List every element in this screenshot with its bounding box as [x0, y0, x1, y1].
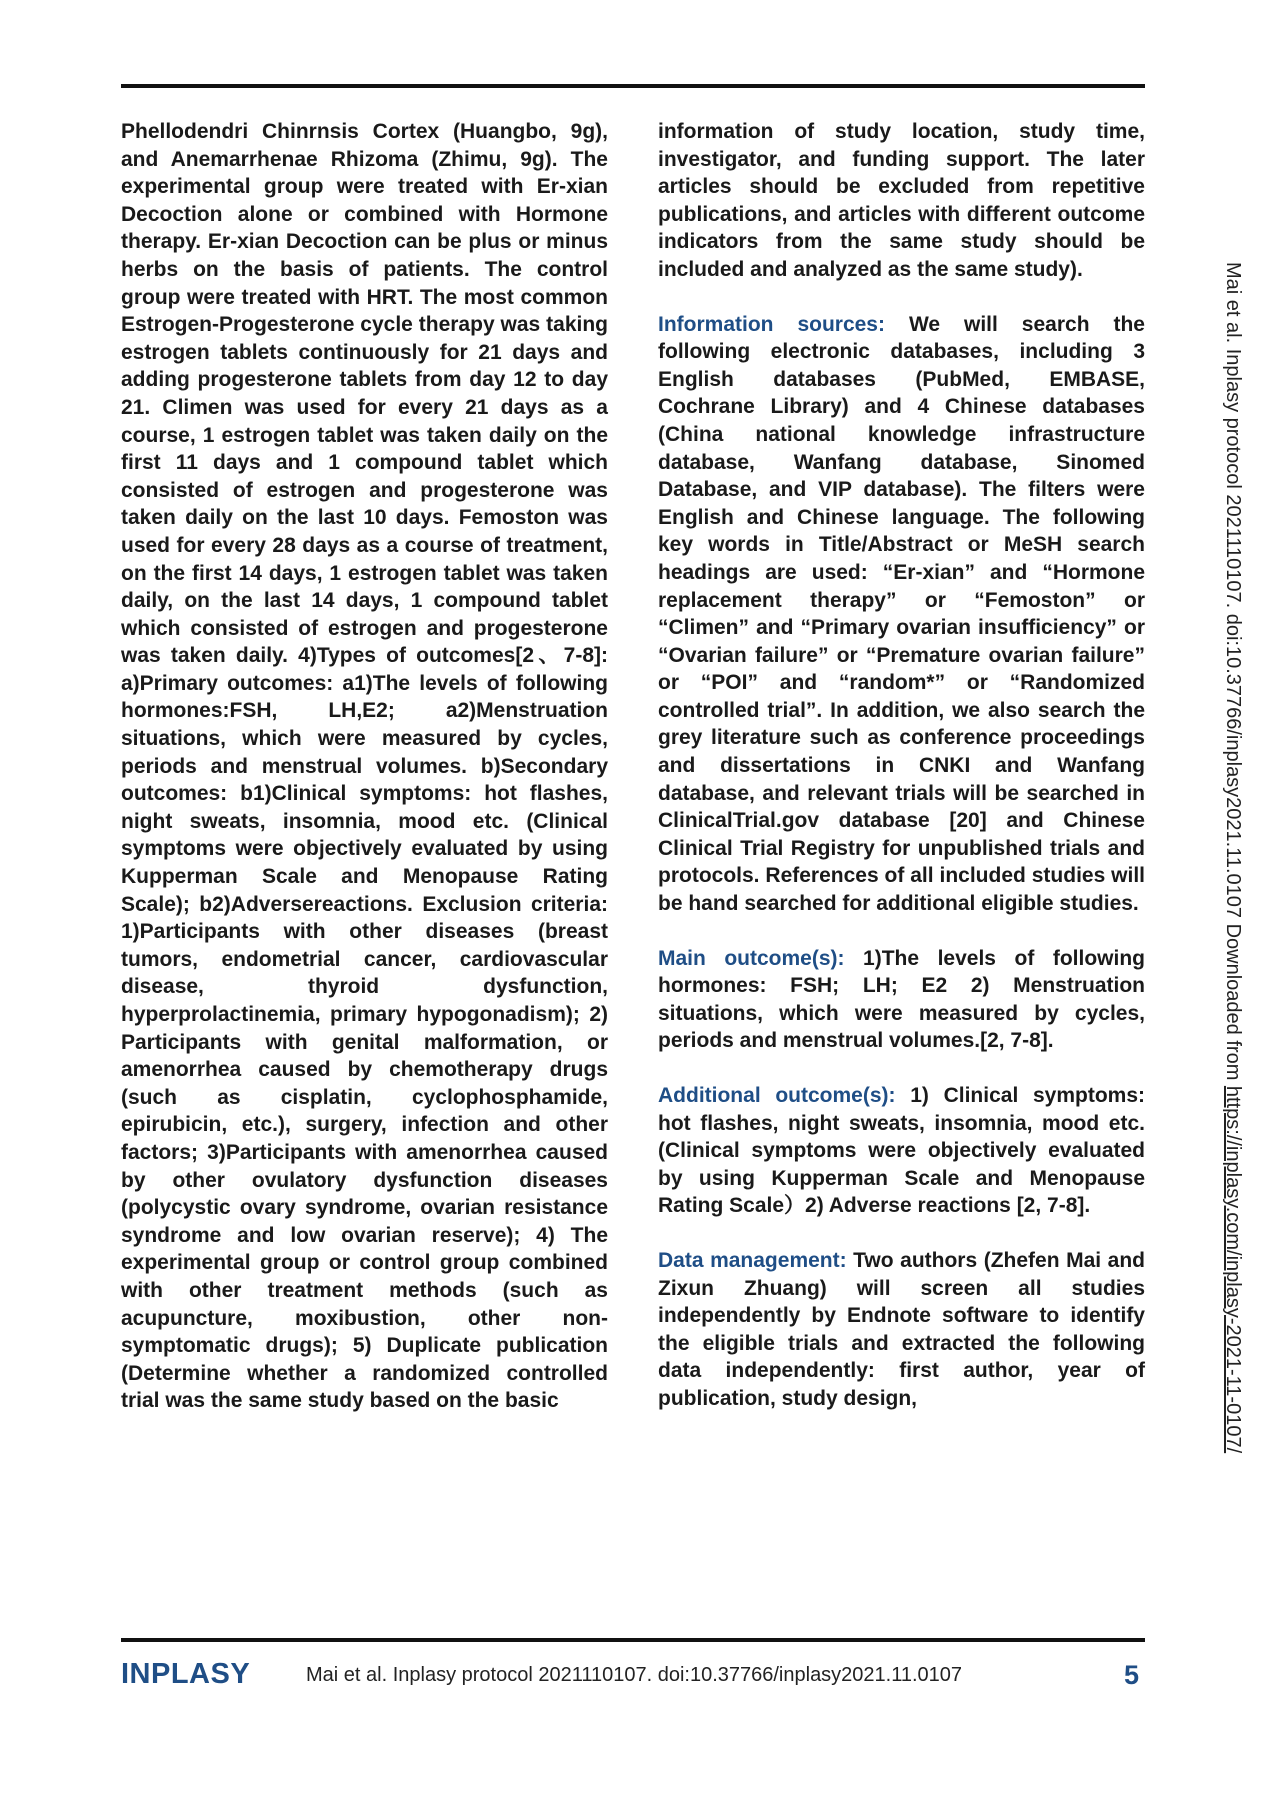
data-management-text: Two authors (Zhefen Mai and Zixun Zhuang) will screen all studies independently by Endnote software to identify the eligible trials and extracted the following data independently: first author, year of publication, study design,	[658, 1248, 1145, 1410]
journal-brand: INPLASY	[121, 1658, 251, 1690]
footer-citation: Mai et al. Inplasy protocol 2021110107. doi:10.37766/inplasy2021.11.0107	[306, 1664, 963, 1686]
side-download-note	[1221, 262, 1244, 1453]
main-outcome-heading: Main outcome(s):	[658, 946, 845, 970]
main-outcome-section	[658, 945, 1145, 1055]
main-outcome-text: 1)The levels of following hormones: FSH; LH; E2 2) Menstruation situations, which were measured by cycles, periods and menstrual volumes.[2, 7-8].	[658, 946, 1145, 1053]
side-note-link[interactable]: https://inplasy.com/inplasy-2021-11-0107/	[1222, 1085, 1244, 1454]
left-column	[121, 118, 608, 1415]
information-sources-heading: Information sources:	[658, 312, 885, 336]
left-paragraph: Phellodendri Chinrnsis Cortex (Huangbo, 9g), and Anemarrhenae Rhizoma (Zhimu, 9g). The experimental group were treated with Er-xian Decoction alone or combined with Hormone therapy. Er-xian Decoction can be plus or minus herbs on the basis of patients. The control group were treated with HRT. The most common Estrogen-Progesterone cycle therapy was taking estrogen tablets continuously for 21 days and adding progesterone tablets from day 12 to day 21. Climen was used for every 21 days as a course, 1 estrogen tablet was taken daily on the first 11 days and 1 compound tablet which consisted of estrogen and progesterone was taken daily on the last 10 days. Femoston was used for every 28 days as a course of treatment, on the first 14 days, 1 estrogen tablet was taken daily, on the last 14 days, 1 compound tablet which consisted of estrogen and progesterone was taken daily. 4)Types of outcomes[2、7-8]: a)Primary outcomes: a1)The levels of following hormones:FSH, LH,E2; a2)Menstruation situations, which were measured by cycles, periods and menstrual volumes. b)Secondary outcomes: b1)Clinical symptoms: hot flashes, night sweats, insomnia, mood etc. (Clinical symptoms were objectively evaluated by using Kupperman Scale and Menopause Rating Scale); b2)Adversereactions. Exclusion criteria: 1)Participants with other diseases (breast tumors, endometrial cancer, cardiovascular disease, thyroid dysfunction, hyperprolactinemia, primary hypogonadism); 2) Participants with genital malformation, or amenorrhea caused by chemotherapy drugs (such as cisplatin, cyclophosphamide, epirubicin, etc.), surgery, infection and other factors; 3)Participants with amenorrhea caused by other ovulatory dysfunction diseases (polycystic ovary syndrome, ovarian resistance syndrome and low ovarian reserve); 4) The experimental group or control group combined with other treatment methods (such as acupuncture, moxibustion, other non-symptomatic drugs); 5) Duplicate publication (Determine whether a randomized controlled trial was the same study based on the basic	[121, 120, 608, 1413]
data-management-heading: Data management:	[658, 1248, 847, 1272]
information-sources-section	[658, 311, 1145, 918]
page-number: 5	[1124, 1660, 1140, 1690]
additional-outcome-section	[658, 1082, 1145, 1220]
right-paragraph-continuation: information of study location, study time, investigator, and funding support. The later articles should be excluded from repetitive publications, and articles with different outcome indicators from the same study should be included and analyzed as the same study).	[658, 120, 1145, 281]
information-sources-text: We will search the following electronic databases, including 3 English databases (PubMed, EMBASE, Cochrane Library) and 4 Chinese databases (China national knowledge infrastructure database, Wanfang database, Sinomed Database, and VIP database). The filters were English and Chinese language. The following key words in Title/Abstract or MeSH search headings are used: “Er-xian” and “Hormone replacement therapy” or “Femoston” or “Climen” and “Primary ovarian insufficiency” or “Ovarian failure” or “Premature ovarian failure” or “POI” and “random*” or “Randomized controlled trial”. In addition, we also search the grey literature such as conference proceedings and dissertations in CNKI and Wanfang database, and relevant trials will be searched in ClinicalTrial.gov database [20] and Chinese Clinical Trial Registry for unpublished trials and protocols. References of all included studies will be hand searched for additional eligible studies.	[658, 312, 1145, 916]
additional-outcome-heading: Additional outcome(s):	[658, 1084, 896, 1107]
right-column	[658, 118, 1145, 1413]
side-note-text: Mai et al. Inplasy protocol 2021110107. doi:10.37766/inplasy2021.11.0107 Downloaded from	[1222, 262, 1244, 1086]
bottom-rule	[121, 1638, 1145, 1642]
additional-outcome-text: 1) Clinical symptoms: hot flashes, night sweats, insomnia, mood etc. (Clinical symptoms were objectively evaluated by using Kupperman Scale and Menopause Rating Scale）2) Adverse reactions [2, 7-8].	[658, 1084, 1145, 1218]
data-management-section	[658, 1247, 1145, 1413]
top-rule	[121, 84, 1145, 88]
